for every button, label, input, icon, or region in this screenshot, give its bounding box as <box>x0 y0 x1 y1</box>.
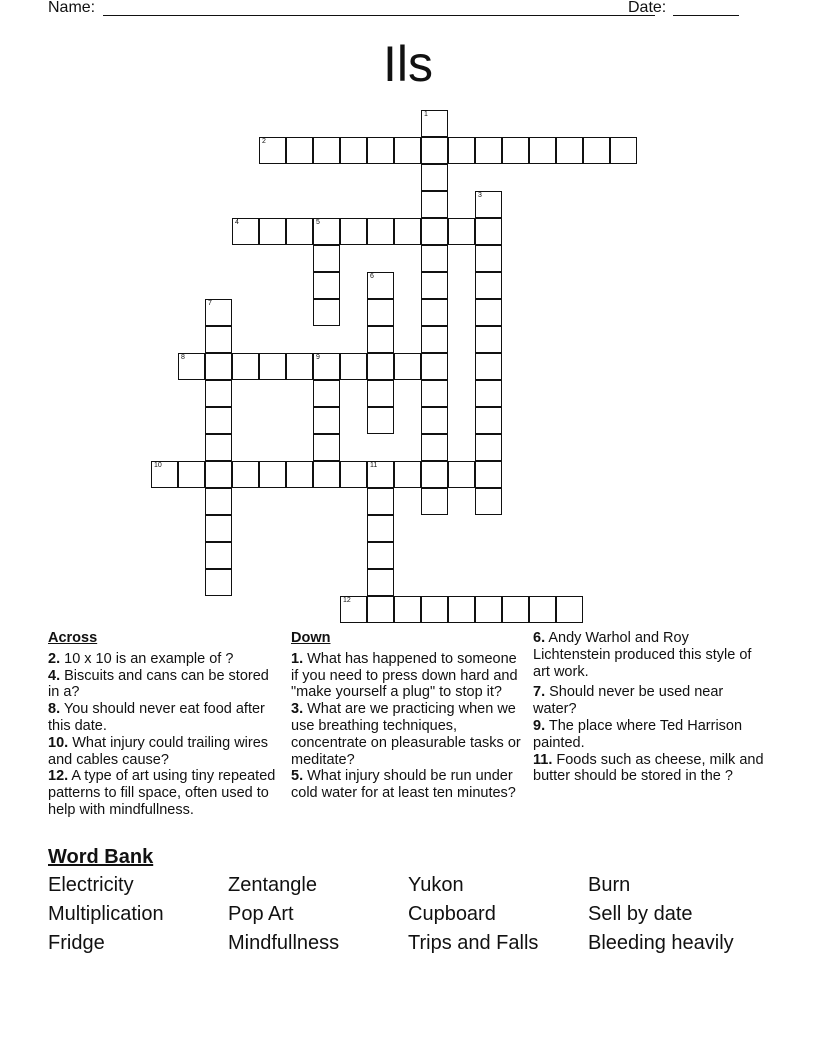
clue-down-7: 7. Should never be used near water? <box>533 684 724 718</box>
grid-cell[interactable] <box>421 191 448 218</box>
grid-cell[interactable] <box>367 137 394 164</box>
grid-cell[interactable] <box>421 380 448 407</box>
grid-cell[interactable] <box>151 461 178 488</box>
grid-cell[interactable] <box>394 218 421 245</box>
grid-cell[interactable] <box>313 461 340 488</box>
cell-number: 3 <box>478 192 482 199</box>
grid-cell[interactable] <box>205 569 232 596</box>
grid-cell[interactable] <box>232 218 259 245</box>
grid-cell[interactable] <box>313 299 340 326</box>
grid-cell[interactable] <box>205 434 232 461</box>
grid-cell[interactable] <box>259 218 286 245</box>
word-bank-item: Yukon <box>408 874 464 896</box>
cell-number: 12 <box>343 597 351 604</box>
cell-number: 2 <box>262 138 266 145</box>
grid-cell[interactable] <box>313 245 340 272</box>
grid-cell[interactable] <box>421 164 448 191</box>
grid-cell[interactable] <box>205 353 232 380</box>
grid-cell[interactable] <box>340 353 367 380</box>
grid-cell[interactable] <box>286 461 313 488</box>
cell-number: 6 <box>370 273 374 280</box>
down-clues-continued <box>533 630 765 785</box>
grid-cell[interactable] <box>610 137 637 164</box>
clue-across-12: 12. A type of art using tiny repeated patterns to fill space, often used to help with mindfullness. <box>48 768 276 818</box>
grid-cell[interactable] <box>205 461 232 488</box>
grid-cell[interactable] <box>475 596 502 623</box>
grid-cell[interactable] <box>556 137 583 164</box>
grid-cell[interactable] <box>367 380 394 407</box>
word-bank <box>48 872 768 957</box>
grid-cell[interactable] <box>448 218 475 245</box>
cell-number: 4 <box>235 219 239 226</box>
grid-cell[interactable] <box>367 218 394 245</box>
grid-cell[interactable] <box>367 488 394 515</box>
word-bank-item: Mindfullness <box>228 932 340 954</box>
grid-cell[interactable] <box>448 596 475 623</box>
grid-cell[interactable] <box>367 407 394 434</box>
grid-cell[interactable] <box>475 380 502 407</box>
grid-cell[interactable] <box>340 461 367 488</box>
grid-cell[interactable] <box>313 353 340 380</box>
grid-cell[interactable] <box>259 137 286 164</box>
clue-across-2: 2. 10 x 10 is an example of ? <box>48 650 234 667</box>
word-bank-item: Bleeding heavily <box>588 932 734 954</box>
grid-cell[interactable] <box>421 137 448 164</box>
cell-number: 1 <box>424 111 428 118</box>
grid-cell[interactable] <box>178 461 205 488</box>
cell-number: 7 <box>208 300 212 307</box>
clue-down-1: 1. What has happened to someone if you need to press down hard and "make yourself a plug" to stop it? <box>291 650 518 701</box>
grid-cell[interactable] <box>421 272 448 299</box>
grid-cell[interactable] <box>367 542 394 569</box>
grid-cell[interactable] <box>421 218 448 245</box>
grid-cell[interactable] <box>529 596 556 623</box>
grid-cell[interactable] <box>475 191 502 218</box>
grid-cell[interactable] <box>475 326 502 353</box>
down-clues <box>291 630 523 802</box>
grid-cell[interactable] <box>475 137 502 164</box>
grid-cell[interactable] <box>394 137 421 164</box>
grid-cell[interactable] <box>421 596 448 623</box>
grid-cell[interactable] <box>178 353 205 380</box>
grid-cell[interactable] <box>556 596 583 623</box>
grid-cell[interactable] <box>367 353 394 380</box>
grid-cell[interactable] <box>367 596 394 623</box>
grid-cell[interactable] <box>475 245 502 272</box>
grid-cell[interactable] <box>286 137 313 164</box>
word-bank-item: Burn <box>588 874 631 896</box>
grid-cell[interactable] <box>421 407 448 434</box>
grid-cell[interactable] <box>421 434 448 461</box>
grid-cell[interactable] <box>205 326 232 353</box>
grid-cell[interactable] <box>205 299 232 326</box>
grid-cell[interactable] <box>286 218 313 245</box>
word-bank-item: Cupboard <box>408 903 496 925</box>
grid-cell[interactable] <box>205 380 232 407</box>
across-heading: Across <box>48 630 98 646</box>
grid-cell[interactable] <box>313 272 340 299</box>
grid-cell[interactable] <box>421 488 448 515</box>
clue-down-9: 9. The place where Ted Harrison painted. <box>533 717 743 751</box>
grid-cell[interactable] <box>475 461 502 488</box>
grid-cell[interactable] <box>448 461 475 488</box>
grid-cell[interactable] <box>367 272 394 299</box>
grid-cell[interactable] <box>259 353 286 380</box>
grid-cell[interactable] <box>232 353 259 380</box>
grid-cell[interactable] <box>421 353 448 380</box>
grid-cell[interactable] <box>475 272 502 299</box>
grid-cell[interactable] <box>475 488 502 515</box>
grid-cell[interactable] <box>475 299 502 326</box>
word-bank-item: Trips and Falls <box>408 932 539 954</box>
grid-cell[interactable] <box>313 380 340 407</box>
grid-cell[interactable] <box>313 218 340 245</box>
cell-number: 10 <box>154 462 162 469</box>
grid-cell[interactable] <box>421 461 448 488</box>
grid-cell[interactable] <box>205 407 232 434</box>
grid-cell[interactable] <box>340 137 367 164</box>
grid-cell[interactable] <box>313 137 340 164</box>
word-bank-title: Word Bank <box>48 846 154 868</box>
grid-cell[interactable] <box>205 542 232 569</box>
grid-cell[interactable] <box>205 488 232 515</box>
grid-cell[interactable] <box>421 299 448 326</box>
word-bank-item: Sell by date <box>588 903 693 925</box>
grid-cell[interactable] <box>340 218 367 245</box>
word-bank-item: Zentangle <box>228 874 317 896</box>
grid-cell[interactable] <box>448 137 475 164</box>
puzzle-title: Ils <box>383 36 433 92</box>
word-bank-item: Electricity <box>48 874 134 896</box>
word-bank-item: Pop Art <box>228 903 294 925</box>
clue-down-6: 6. Andy Warhol and Roy Lichtenstein produced this style of art work. <box>533 630 752 680</box>
word-bank-item: Multiplication <box>48 903 164 925</box>
grid-cell[interactable] <box>205 515 232 542</box>
clue-across-8: 8. You should never eat food after this date. <box>48 701 265 734</box>
grid-cell[interactable] <box>421 245 448 272</box>
grid-cell[interactable] <box>502 596 529 623</box>
grid-cell[interactable] <box>529 137 556 164</box>
grid-cell[interactable] <box>475 353 502 380</box>
clue-across-10: 10. What injury could trailing wires and cables cause? <box>48 734 269 768</box>
grid-cell[interactable] <box>583 137 610 164</box>
grid-cell[interactable] <box>367 326 394 353</box>
grid-cell[interactable] <box>475 434 502 461</box>
grid-cell[interactable] <box>394 461 421 488</box>
grid-cell[interactable] <box>502 137 529 164</box>
name-label: Name: <box>48 0 96 16</box>
grid-cell[interactable] <box>367 515 394 542</box>
cell-number: 5 <box>316 219 320 226</box>
clue-down-11: 11. Foods such as cheese, milk and butter should be stored in the ? <box>533 751 764 785</box>
grid-cell[interactable] <box>313 407 340 434</box>
grid-cell[interactable] <box>286 353 313 380</box>
grid-cell[interactable] <box>313 434 340 461</box>
grid-cell[interactable] <box>367 569 394 596</box>
cell-number: 9 <box>316 354 320 361</box>
grid-cell[interactable] <box>475 218 502 245</box>
cell-number: 11 <box>370 462 378 469</box>
grid-cell[interactable] <box>394 353 421 380</box>
grid-cell[interactable] <box>421 110 448 137</box>
grid-cell[interactable] <box>394 596 421 623</box>
clue-down-3: 3. What are we practicing when we use breathing techniques, concentrate on pleasurable tasks or meditate? <box>291 701 521 768</box>
across-clues <box>48 630 280 819</box>
grid-cell[interactable] <box>340 596 367 623</box>
grid-cell[interactable] <box>421 326 448 353</box>
clue-across-4: 4. Biscuits and cans can be stored in a? <box>48 667 269 701</box>
grid-cell[interactable] <box>259 461 286 488</box>
word-bank-item: Fridge <box>48 932 105 954</box>
grid-cell[interactable] <box>475 407 502 434</box>
grid-cell[interactable] <box>367 461 394 488</box>
down-heading: Down <box>291 630 331 646</box>
clue-down-5: 5. What injury should be run under cold water for at least ten minutes? <box>291 768 516 802</box>
grid-cell[interactable] <box>232 461 259 488</box>
cell-number: 8 <box>181 354 185 361</box>
date-label: Date: <box>628 0 667 16</box>
grid-cell[interactable] <box>367 299 394 326</box>
